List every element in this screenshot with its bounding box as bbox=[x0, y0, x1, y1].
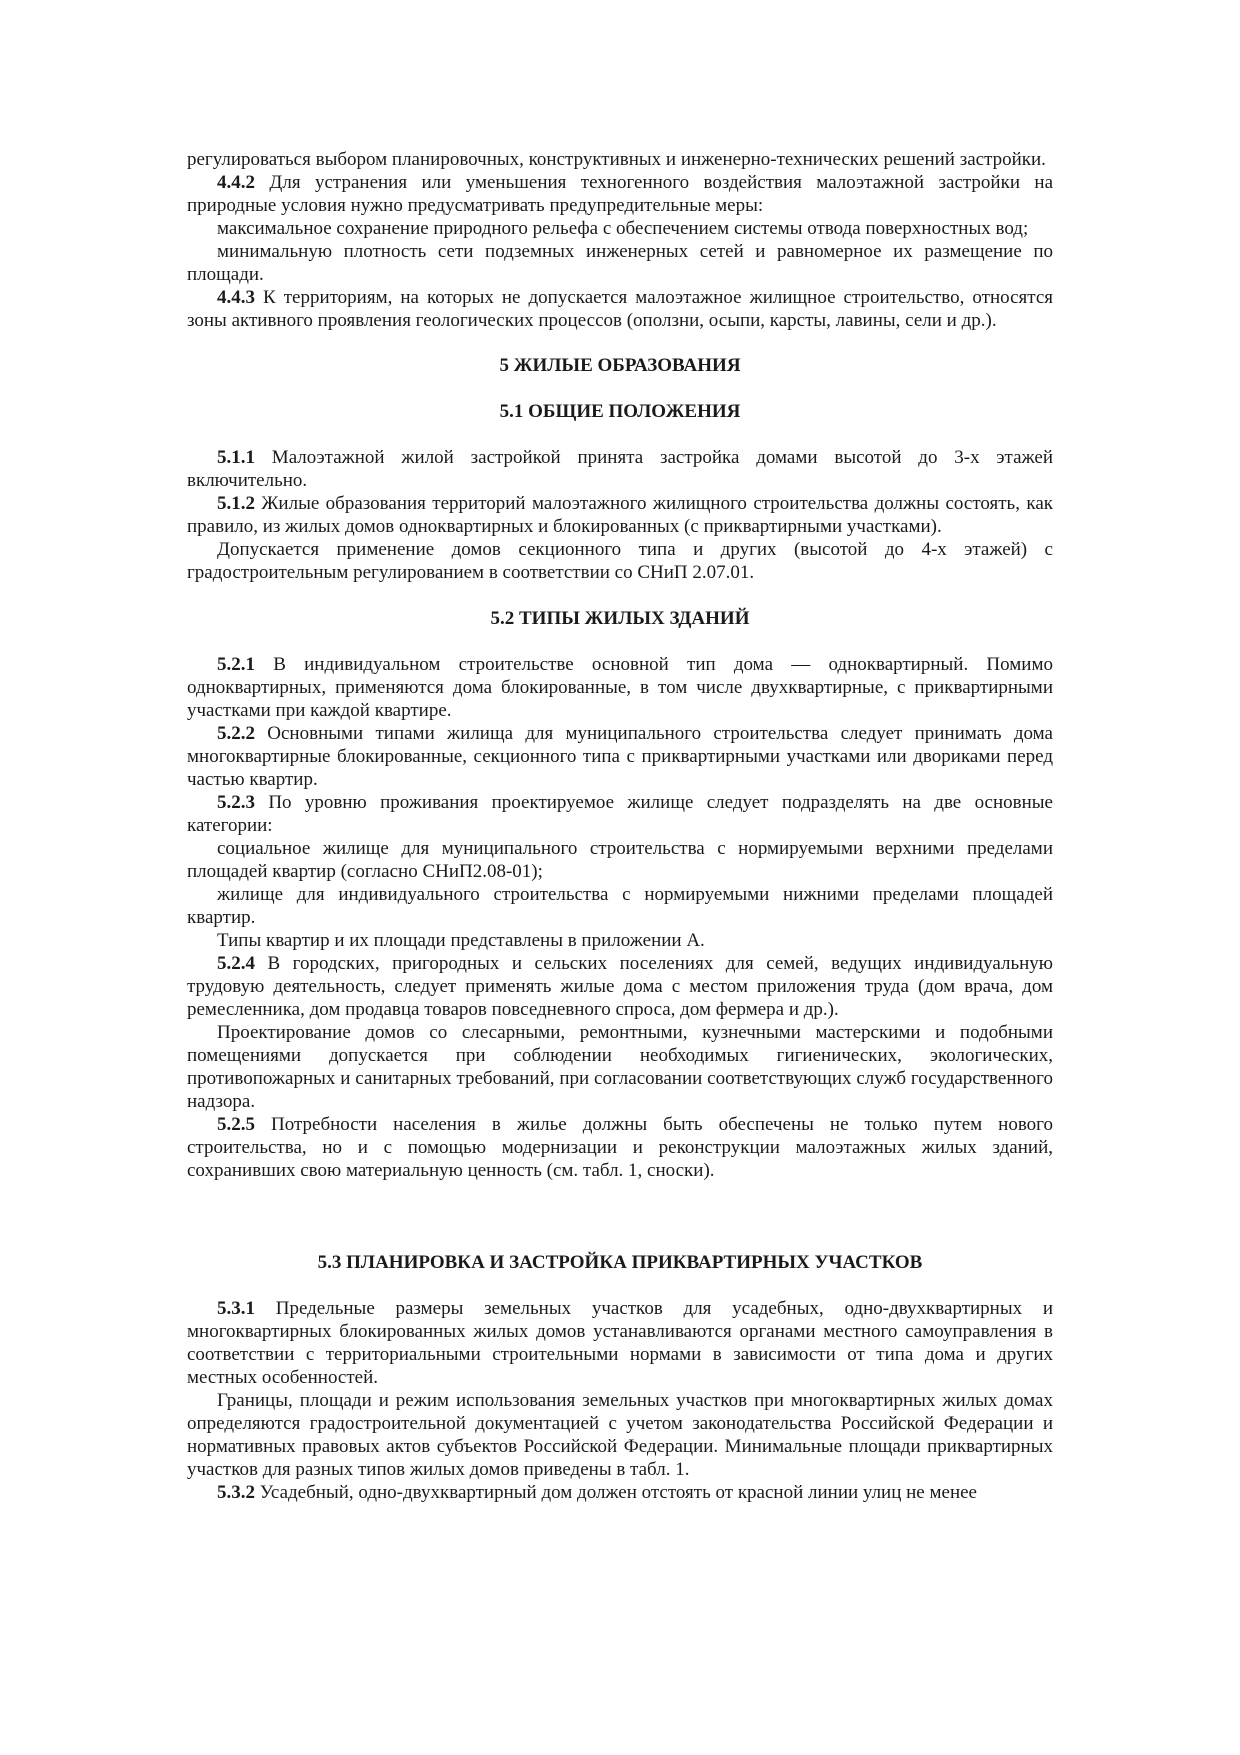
clause-number: 5.2.4 bbox=[217, 953, 255, 974]
paragraph-5-2-4: 5.2.4 В городских, пригородных и сельских поселениях для семей, ведущих индивидуальную трудовую деятельность, следует применять жилые дома с местом приложения труда (дом врача, дом ремесленника, дом продавца товаров повседневного спроса, дом фермера и др.). bbox=[187, 953, 1053, 1020]
clause-number: 5.2.1 bbox=[217, 654, 255, 675]
clause-number: 5.3.1 bbox=[217, 1298, 255, 1319]
section-heading-5-3: 5.3 ПЛАНИРОВКА И ЗАСТРОЙКА ПРИКВАРТИРНЫХ УЧАСТКОВ bbox=[317, 1252, 923, 1273]
clause-number: 5.2.5 bbox=[217, 1114, 255, 1135]
clause-number: 4.4.3 bbox=[217, 287, 255, 308]
clause-number: 5.2.3 bbox=[217, 792, 255, 813]
paragraph-5-3-1: 5.3.1 Предельные размеры земельных участков для усадебных, одно-двухквартирных и многоквартирных блокированных жилых домов устанавливаются органами местного самоуправления в соответствии с территориальными строительными нормами в зависимости от типа дома и других местных особенностей. bbox=[187, 1298, 1053, 1388]
list-item: социальное жилище для муниципального строительства с нормируемыми верхними пределами площадей квартир (согласно СНиП2.08-01); bbox=[187, 838, 1053, 882]
list-item: жилище для индивидуального строительства с нормируемыми нижними пределами площадей квартир. bbox=[187, 884, 1053, 928]
paragraph-5-2-2: 5.2.2 Основными типами жилища для муниципального строительства следует принимать дома многоквартирные блокированные, секционного типа с приквартирными участками или двориками перед частью квартир. bbox=[187, 723, 1053, 790]
paragraph-4-4-2: 4.4.2 Для устранения или уменьшения техногенного воздействия малоэтажной застройки на природные условия нужно предусматривать предупредительные меры: bbox=[187, 172, 1053, 216]
paragraph-5-1-1: 5.1.1 Малоэтажной жилой застройкой принята застройка домами высотой до 3-х этажей включительно. bbox=[187, 447, 1053, 491]
section-heading-5-1: 5.1 ОБЩИЕ ПОЛОЖЕНИЯ bbox=[499, 401, 741, 422]
paragraph: Проектирование домов со слесарными, ремонтными, кузнечными мастерскими и подобными помещениями допускается при соблюдении необходимых гигиенических, экологических, противопожарных и санитарных требований, при согласовании соответствующих служб государственного надзора. bbox=[187, 1022, 1053, 1112]
paragraph: Типы квартир и их площади представлены в приложении А. bbox=[217, 930, 705, 951]
paragraph-5-1-2: 5.1.2 Жилые образования территорий малоэтажного жилищного строительства должны состоять, как правило, из жилых домов одноквартирных и блокированных (с приквартирными участками). bbox=[187, 493, 1053, 537]
paragraph-4-4-3: 4.4.3 К территориям, на которых не допускается малоэтажное жилищное строительство, относятся зоны активного проявления геологических процессов (оползни, осыпи, карсты, лавины, сели и др.). bbox=[187, 287, 1053, 331]
clause-number: 5.1.2 bbox=[217, 493, 255, 514]
clause-number: 5.3.2 bbox=[217, 1482, 255, 1503]
paragraph-5-3-2: 5.3.2 Усадебный, одно-двухквартирный дом должен отстоять от красной линии улиц не менее bbox=[217, 1482, 977, 1503]
paragraph-continuation: регулироваться выбором планировочных, конструктивных и инженерно-технических решений застройки. bbox=[187, 149, 1046, 170]
paragraph: Границы, площади и режим использования земельных участков при многоквартирных жилых домах определяются градостроительной документацией с учетом законодательства Российской Федерации и нормативных правовых актов субъектов Российской Федерации. Минимальные площади приквартирных участков для разных типов жилых домов приведены в табл. 1. bbox=[187, 1390, 1053, 1480]
list-item: максимальное сохранение природного рельефа с обеспечением системы отвода поверхностных вод; bbox=[217, 218, 1029, 239]
paragraph: Допускается применение домов секционного типа и других (высотой до 4-х этажей) с градостроительным регулированием в соответствии со СНиП 2.07.01. bbox=[187, 539, 1053, 583]
document-page bbox=[187, 148, 1053, 1504]
clause-number: 5.2.2 bbox=[217, 723, 255, 744]
paragraph-5-2-3: 5.2.3 По уровню проживания проектируемое жилище следует подразделять на две основные категории: bbox=[187, 792, 1053, 836]
clause-number: 4.4.2 bbox=[217, 172, 255, 193]
paragraph-5-2-1: 5.2.1 В индивидуальном строительстве основной тип дома — одноквартирный. Помимо одноквартирных, применяются дома блокированные, в том числе двухквартирные, с приквартирными участками при каждой квартире. bbox=[187, 654, 1053, 721]
clause-number: 5.1.1 bbox=[217, 447, 255, 468]
list-item: минимальную плотность сети подземных инженерных сетей и равномерное их размещение по площади. bbox=[187, 241, 1053, 285]
section-heading-5: 5 ЖИЛЫЕ ОБРАЗОВАНИЯ bbox=[499, 355, 741, 376]
section-heading-5-2: 5.2 ТИПЫ ЖИЛЫХ ЗДАНИЙ bbox=[490, 608, 750, 629]
paragraph-5-2-5: 5.2.5 Потребности населения в жилье должны быть обеспечены не только путем нового строительства, но и с помощью модернизации и реконструкции малоэтажных жилых зданий, сохранивших свою материальную ценность (см. табл. 1, сноски). bbox=[187, 1114, 1053, 1181]
